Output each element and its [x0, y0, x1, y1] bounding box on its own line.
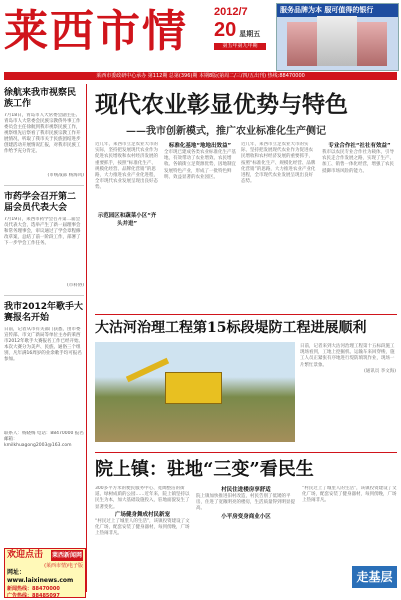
date-year-month: 2012/7 [214, 6, 248, 18]
lead-col1-text: 近几年，莱西市立足农业大市的实际，坚持把发展现代农业作为促进农民增收和农村经济发展的重要抓手，按照“标准化生产、规模化经营、品牌化营销”的思路，大力推进农业产业化进程，全市现代农业发展呈现出良好态势。 [95, 142, 158, 191]
sidebar-story1-source: (市统战部 杨海风) [47, 173, 84, 178]
yuanshang-col1-text: 300多平方米的便民服务中心、宽阔整洁的街道、绿树成荫的公园……近年来，院上镇坚持以民生为本，加大基础设施投入，驻地面貌发生了显著变化。 [95, 486, 190, 510]
excavator-arm [126, 358, 169, 382]
yuanshang-sub1: 广场健身舞成村民新宠 [114, 511, 170, 518]
dam-caption [300, 344, 396, 375]
yuanshang-col3-text: “村民过上了城里人的生活”，该镇投资建设了文化广场，配套安装了健身器材，每到傍晚，广场上热闹非凡。 [302, 486, 397, 504]
masthead [4, 4, 210, 60]
lead-subhead: ——我市创新模式，推广农业标准化生产侧记 [126, 126, 326, 137]
top-ad-banner[interactable] [276, 3, 399, 71]
top-ad-header: 服务品牌为本 服可值得的银行 [277, 4, 398, 17]
bottom-ad-welcome: 欢迎点击 [7, 550, 44, 560]
date-weekday: 星期五 [239, 31, 261, 38]
lead-col3 [241, 142, 317, 310]
yuanshang-col1 [95, 486, 190, 594]
bottom-ad-tel1: 新闻热线：88470000 [7, 586, 60, 592]
bottom-ad-tel2: 广告热线：88485097 [7, 593, 60, 599]
lead-col2-text: 全市现已建成各类农业标准化生产基地，有效带动了农业增效、农民增收。各镇街立足资源优势，因地制宜发展特色产业，形成了一批特色鲜明、效益显著的农业园区。 [164, 150, 236, 180]
lead-col2 [164, 142, 236, 310]
sidebar-story2-title: 市药学会召开第二届会员代表大会 [4, 192, 77, 213]
column-divider [86, 84, 87, 592]
newspaper-title: 莱西市情 [4, 6, 188, 57]
divider [4, 185, 84, 186]
date-box [214, 6, 276, 64]
lead-col4-text: 我市以农民专业合作社为载体，引导农民走合作发展之路，实现了生产、加工、销售一体化经营，增强了农民抵御市场风险的能力。 [322, 150, 394, 174]
section-divider [95, 452, 397, 453]
zouji-label: 走基层 [352, 566, 397, 588]
lead-box-title: 标准化基地“地地出效益” [168, 143, 232, 149]
sidebar-story3-title: 我市2012年歌手大赛报名开始 [4, 302, 84, 323]
lead-mid-box [95, 212, 159, 228]
sidebar-story2-body: 7月19日，莱西市药学会召开第二届会员代表大会，选举产生了新一届理事会和常务理事会，审议通过了学会章程修改草案，总结了前一阶段工作，部署了下一步学会工作任务。 [4, 217, 81, 246]
yuanshang-col3 [302, 486, 397, 562]
sidebar-story1-body: 7月18日，青岛市人大常委会副主任、青岛市人大常委会民族宗教侨外事工作委员会主任徐航到我市视察民族工作，视察组先后察看了我市民族宗教工作开展情况，听取了我市关于民族团结进步创建活动开展情况汇报，对我市民族工作给予充分肯定。 [4, 113, 81, 154]
bottom-ad-url[interactable]: 网址：www.laixinews.com [7, 569, 74, 584]
dam-caption-text: 日前，记者来到大沽河治理工程第十五标段施工现场看到，工地上挖掘机、运输车来回穿梭，施工人员正紧张有序地进行堤防填筑作业，现场一片繁忙景象。 [300, 344, 395, 368]
lead-mid-title: 示范园区和蔬菜小区“齐头并进” [97, 213, 157, 227]
issue-note: 第五年第九年期 [214, 43, 266, 50]
bottom-ad[interactable] [4, 548, 86, 598]
yuanshang-col1-text2: “村民过上了城里人的生活”，该镇投资建设了文化广场，配套安装了健身器材，每到傍晚，广场上热闹非凡。 [95, 518, 190, 537]
yuanshang-col2 [196, 486, 296, 594]
yuanshang-headline: 院上镇：驻地“三变”看民生 [95, 459, 314, 480]
lead-headline: 现代农业彰显优势与特色 [95, 91, 348, 118]
lead-col3-text: 近几年，莱西市立足农业大市的实际，坚持把发展现代农业作为促进农民增收和农村经济发展的重要抓手，按照“标准化生产、规模化经营、品牌化营销”的思路，大力推进农业产业化进程，全市现代农业发展呈现出良好态势。 [241, 142, 316, 185]
date-day: 20 [214, 19, 237, 41]
yuanshang-sub3: 小平房变身商业小区 [221, 513, 271, 520]
sidebar [4, 88, 84, 546]
sidebar-story3-contact: 联系人：杨晓梅 电话：88470000 报名邮箱：kmilkhuagong2003@163.com [4, 431, 84, 448]
section-divider [95, 314, 397, 315]
bottom-ad-site: 莱西新闻网 [51, 552, 82, 559]
bottom-ad-epaper: (莱西市情)电子版 [44, 563, 83, 569]
sidebar-story3-body: 日前，记者从市有关部门获悉，由市委宣传部、市文广新局等单位主办的莱西市2012年歌手大赛报名工作已经开始。本次大赛分为美声、民族、通俗三个组别，凡年满16周岁的业余歌手均可报名参加。 [4, 327, 83, 362]
excavator-photo [95, 342, 295, 442]
sidebar-story1-title: 徐航来我市视察民族工作 [4, 88, 77, 109]
yuanshang-col2-text: 院上镇加快推进旧村改造，村民告别了低矮的平房，住进了宽敞明亮的楼房，生活质量得到明显提高。 [196, 494, 295, 512]
yuanshang-sub2: 村民住进楼房享舒适 [221, 487, 271, 493]
lead-col4-title: 专业合作社“社社有效益” [328, 143, 391, 149]
dam-headline: 大沽河治理工程第15标段堤防工程进展顺利 [95, 320, 367, 336]
sidebar-story2-source: (市科协) [66, 283, 84, 288]
building-tower-image [317, 16, 357, 66]
info-bar: 莱西市委政研中心承办 第112期 总第(396)期 本期8版(第周二/三/四/五出刊) 热线:88470000 [4, 72, 397, 80]
lead-col4 [322, 142, 397, 310]
excavator-body [165, 372, 222, 404]
divider [4, 295, 84, 296]
dam-caption-source: (通讯员 李文海) [364, 368, 396, 374]
